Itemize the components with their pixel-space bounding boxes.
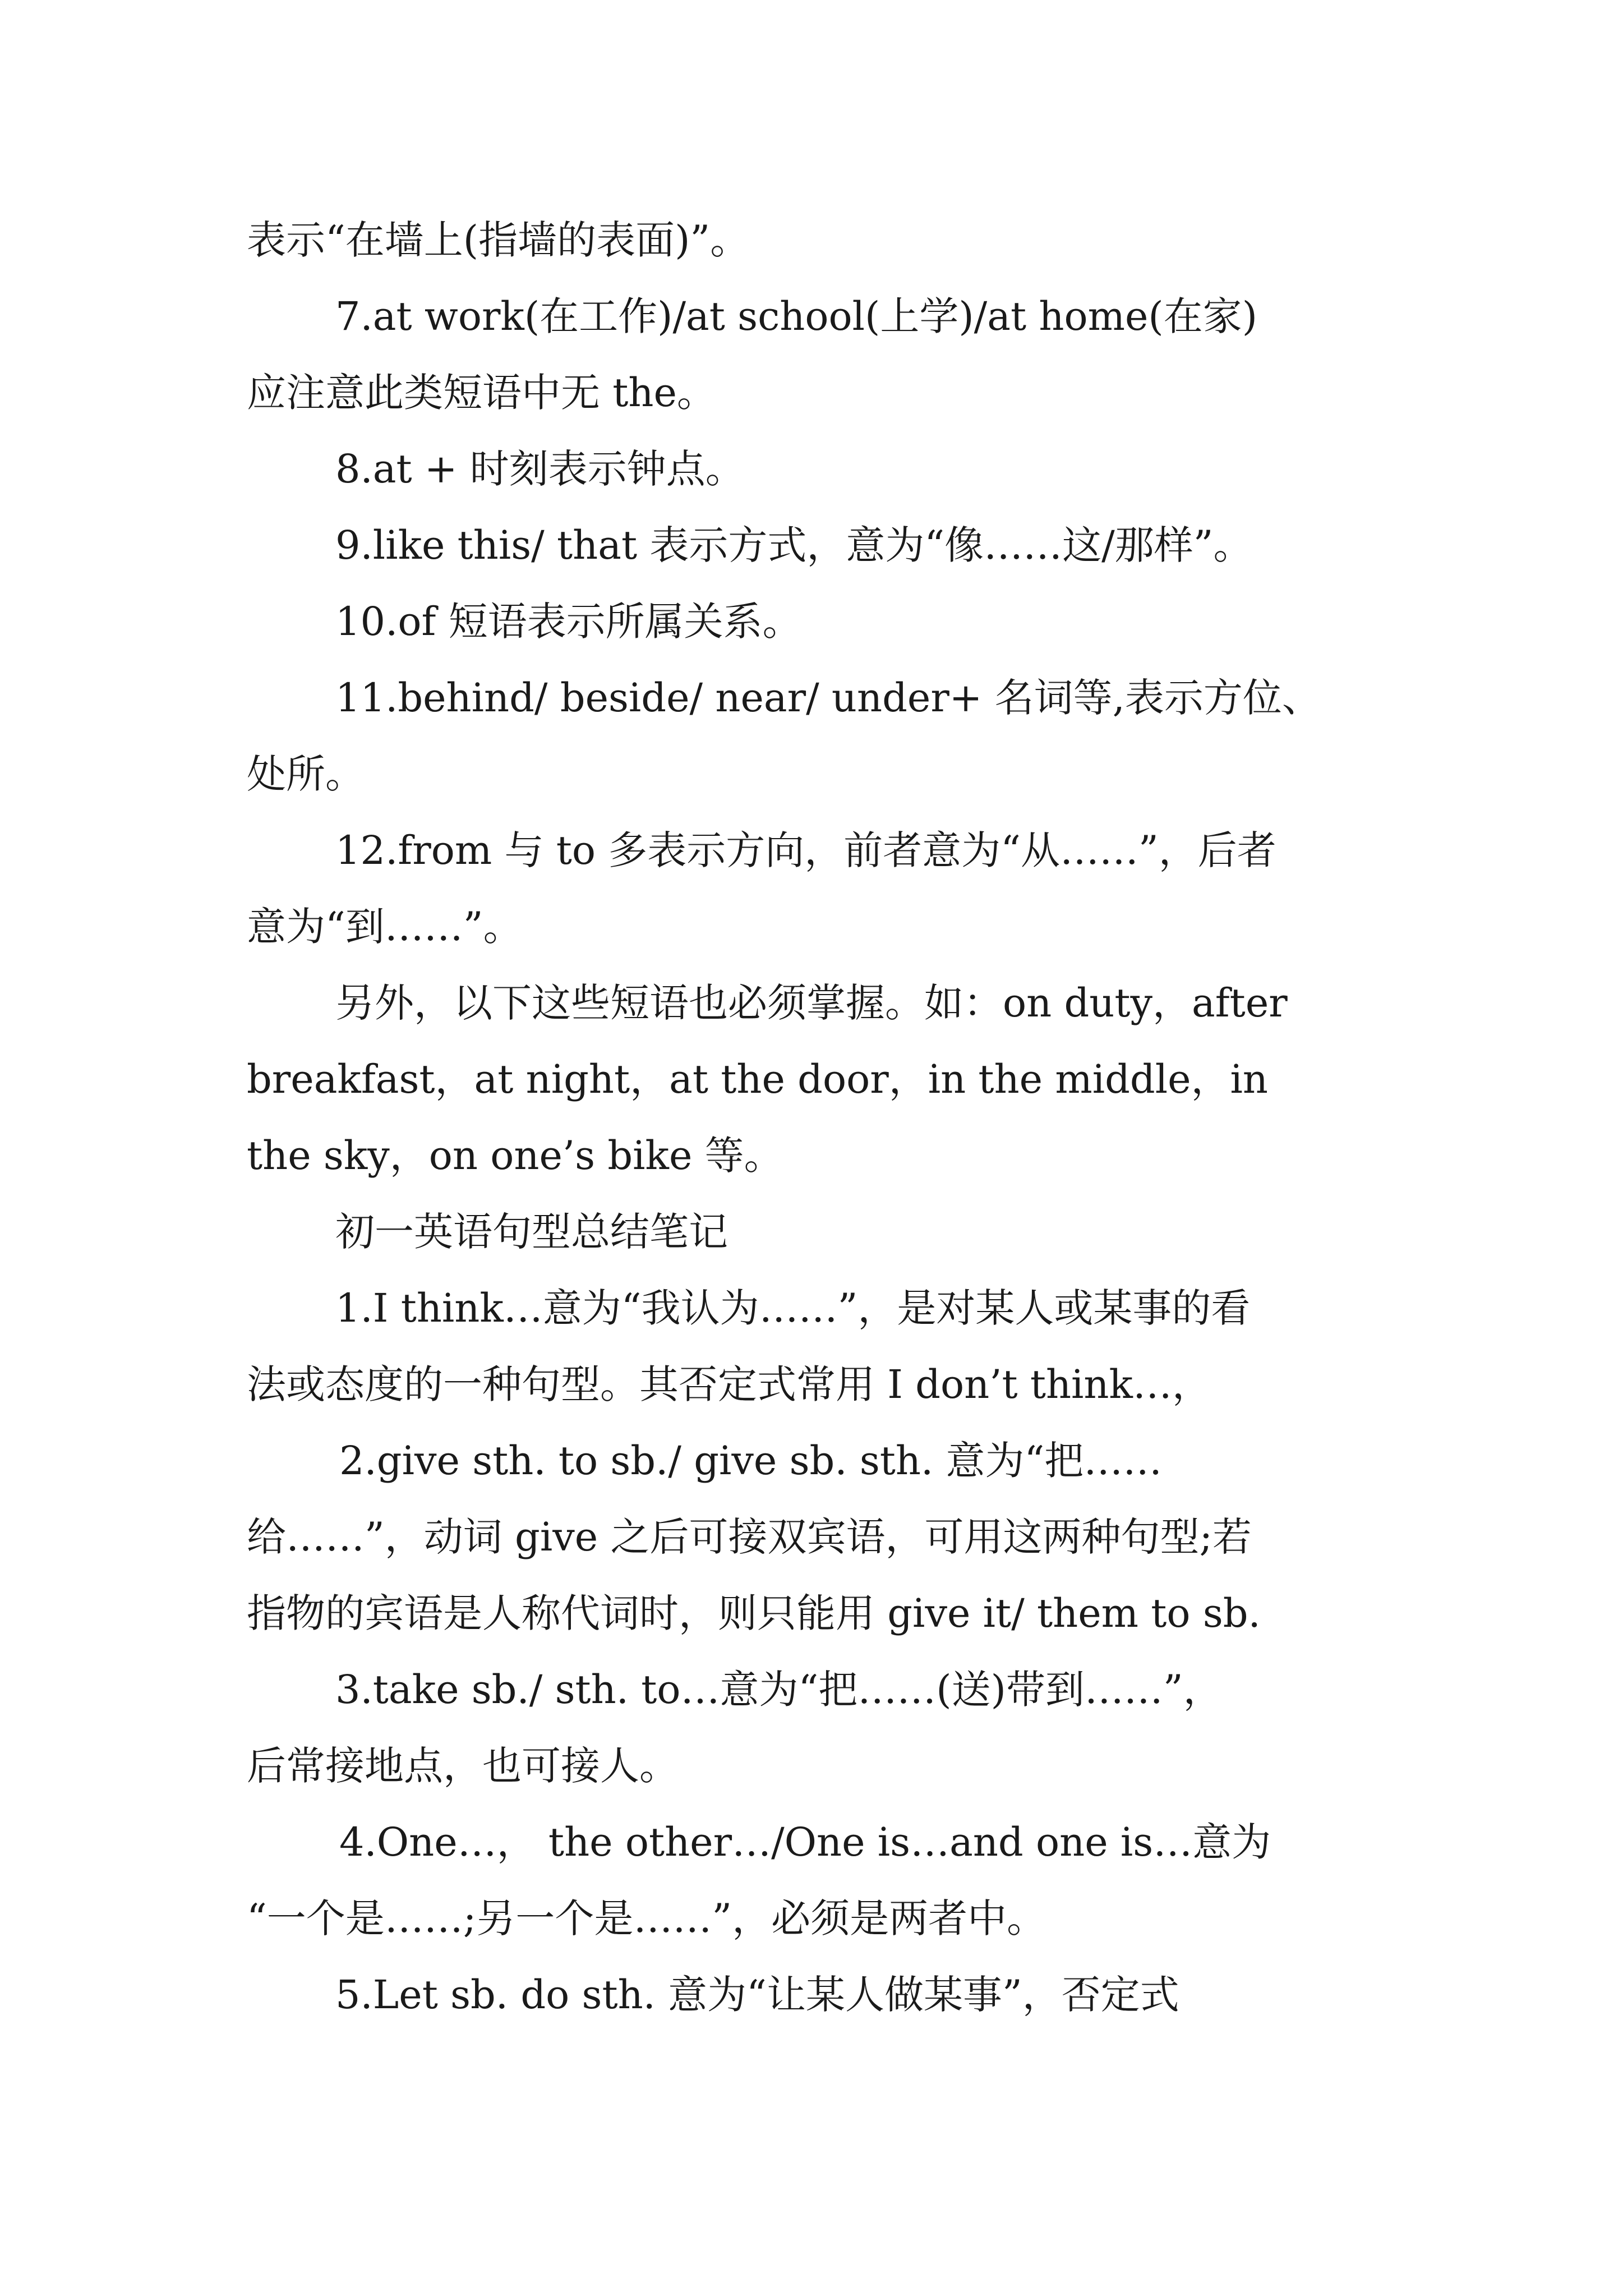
text-line: 表示“在墙上(指墙的表面)”。 [247,217,750,263]
document-body [247,202,1396,2033]
text-line: 11.behind/ beside/ near/ under+ 名词等,表示方位、 [335,675,1321,721]
section-heading: 初一英语句型总结笔记 [335,1209,728,1255]
text-line: 3.take sb./ sth. to…意为“把……(送)带到……”， [335,1667,1223,1713]
text-line: 7.at work(在工作)/at school(上学)/at home(在家) [335,293,1258,339]
text-line: 9.like this/ that 表示方式，意为“像……这/那样”。 [335,522,1253,568]
text-line: 给……”，动词 give 之后可接双宾语，可用这两种句型;若 [247,1514,1252,1560]
text-line: 10.of 短语表示所属关系。 [335,599,802,645]
text-line: 法或态度的一种句型。其否定式常用 I don’t think…， [247,1361,1211,1407]
text-line: 1.I think…意为“我认为……”，是对某人或某事的看 [335,1285,1251,1331]
text-line: 4.One…， the other…/One is…and one is…意为 [339,1819,1271,1865]
text-line: breakfast，at night，at the door，in the middle，in [247,1056,1268,1102]
text-line: the sky，on one’s bike 等。 [247,1133,783,1179]
text-line: 应注意此类短语中无 the。 [247,370,716,416]
text-line: 另外，以下这些短语也必须掌握。如：on duty，after [335,980,1288,1026]
text-line: 2.give sth. to sb./ give sb. sth. 意为“把…… [339,1438,1163,1484]
text-line: 指物的宾语是人称代词时，则只能用 give it/ them to sb. [247,1590,1261,1636]
text-line: 12.from 与 to 多表示方向，前者意为“从……”，后者 [335,827,1276,873]
text-line: “一个是……;另一个是……”，必须是两者中。 [247,1895,1046,1941]
text-line: 意为“到……”。 [247,904,523,950]
text-line: 5.Let sb. do sth. 意为“让某人做某事”，否定式 [335,1972,1179,2018]
text-line: 处所。 [247,751,365,797]
text-line: 后常接地点，也可接人。 [247,1743,679,1789]
text-line: 8.at + 时刻表示钟点。 [335,446,745,492]
